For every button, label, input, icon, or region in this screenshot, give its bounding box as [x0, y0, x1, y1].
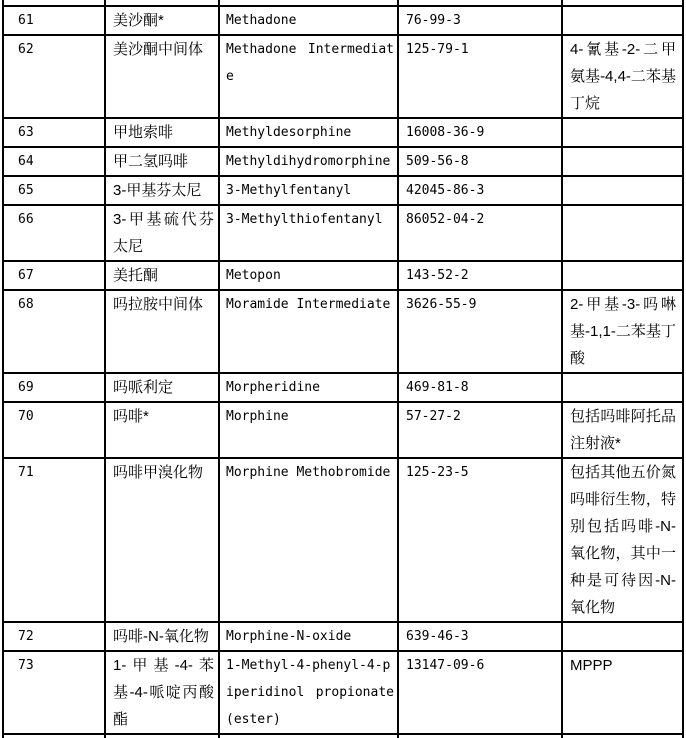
table-row	[3, 118, 683, 147]
notes-cell	[562, 118, 683, 147]
chinese-name-cell: 吗啡*	[105, 402, 219, 458]
english-name-cell: 3-Methylfentanyl	[219, 176, 398, 205]
table-row	[3, 373, 683, 402]
partial-row-bottom	[3, 734, 683, 738]
row-number-cell: 72	[3, 622, 105, 651]
notes-cell	[562, 373, 683, 402]
english-name-cell: Morpheridine	[219, 373, 398, 402]
chinese-name-cell: 吗拉胺中间体	[105, 290, 219, 373]
row-number-cell: 71	[3, 458, 105, 622]
cas-number-cell: 57-27-2	[398, 402, 562, 458]
row-number-cell: 70	[3, 402, 105, 458]
english-name-cell: 3-Methylthiofentanyl	[219, 205, 398, 261]
cas-number-cell: 3626-55-9	[398, 290, 562, 373]
partial-cell	[398, 734, 562, 738]
table-row	[3, 176, 683, 205]
row-number-cell: 63	[3, 118, 105, 147]
chinese-name-cell: 甲二氢吗啡	[105, 147, 219, 176]
chinese-name-cell: 吗啡甲溴化物	[105, 458, 219, 622]
cas-number-cell: 16008-36-9	[398, 118, 562, 147]
chinese-name-cell: 甲地索啡	[105, 118, 219, 147]
cas-number-cell: 13147-09-6	[398, 651, 562, 734]
partial-cell	[219, 734, 398, 738]
table-row	[3, 6, 683, 35]
notes-cell	[562, 147, 683, 176]
cas-number-cell: 76-99-3	[398, 6, 562, 35]
chinese-name-cell: 1-甲基-4-苯基-4-哌啶丙酸酯	[105, 651, 219, 734]
row-number-cell: 69	[3, 373, 105, 402]
chinese-name-cell: 美托酮	[105, 261, 219, 290]
english-name-cell: Methadone	[219, 6, 398, 35]
chinese-name-cell: 吗哌利定	[105, 373, 219, 402]
english-name-cell: Methadone Intermediate	[219, 35, 398, 118]
notes-cell	[562, 205, 683, 261]
english-name-cell: Metopon	[219, 261, 398, 290]
chinese-name-cell: 3-甲基芬太尼	[105, 176, 219, 205]
table-row	[3, 651, 683, 734]
english-name-cell: Morphine-N-oxide	[219, 622, 398, 651]
notes-cell: 包括其他五价氮吗啡衍生物，特别包括吗啡-N-氧化物，其中一种是可待因-N-氧化物	[562, 458, 683, 622]
notes-cell: MPPP	[562, 651, 683, 734]
partial-cell	[3, 734, 105, 738]
notes-cell	[562, 176, 683, 205]
table-row	[3, 290, 683, 373]
partial-cell	[105, 734, 219, 738]
row-number-cell: 61	[3, 6, 105, 35]
table-row	[3, 35, 683, 118]
cas-number-cell: 125-79-1	[398, 35, 562, 118]
english-name-cell: Methyldesorphine	[219, 118, 398, 147]
row-number-cell: 65	[3, 176, 105, 205]
table-body	[3, 0, 683, 738]
partial-cell	[562, 734, 683, 738]
row-number-cell: 62	[3, 35, 105, 118]
row-number-cell: 68	[3, 290, 105, 373]
chinese-name-cell: 美沙酮*	[105, 6, 219, 35]
notes-cell	[562, 6, 683, 35]
english-name-cell: Methyldihydromorphine	[219, 147, 398, 176]
table-row	[3, 147, 683, 176]
row-number-cell: 64	[3, 147, 105, 176]
cas-number-cell: 86052-04-2	[398, 205, 562, 261]
cas-number-cell: 469-81-8	[398, 373, 562, 402]
english-name-cell: Morphine	[219, 402, 398, 458]
table-row	[3, 205, 683, 261]
notes-cell: 包括吗啡阿托品注射液*	[562, 402, 683, 458]
notes-cell: 2-甲基-3-吗啉基-1,1-二苯基丁酸	[562, 290, 683, 373]
substances-table	[2, 0, 684, 738]
english-name-cell: Moramide Intermediate	[219, 290, 398, 373]
table-row	[3, 402, 683, 458]
notes-cell	[562, 622, 683, 651]
chinese-name-cell: 吗啡-N-氧化物	[105, 622, 219, 651]
english-name-cell: Morphine Methobromide	[219, 458, 398, 622]
table-row	[3, 458, 683, 622]
row-number-cell: 73	[3, 651, 105, 734]
chinese-name-cell: 3-甲基硫代芬太尼	[105, 205, 219, 261]
cas-number-cell: 509-56-8	[398, 147, 562, 176]
notes-cell: 4-氰基-2-二甲氨基-4,4-二苯基丁烷	[562, 35, 683, 118]
chinese-name-cell: 美沙酮中间体	[105, 35, 219, 118]
cas-number-cell: 143-52-2	[398, 261, 562, 290]
cas-number-cell: 639-46-3	[398, 622, 562, 651]
table-row	[3, 261, 683, 290]
row-number-cell: 67	[3, 261, 105, 290]
english-name-cell: 1-Methyl-4-phenyl-4-piperidinol propionate (ester)	[219, 651, 398, 734]
cas-number-cell: 125-23-5	[398, 458, 562, 622]
cas-number-cell: 42045-86-3	[398, 176, 562, 205]
table-row	[3, 622, 683, 651]
row-number-cell: 66	[3, 205, 105, 261]
notes-cell	[562, 261, 683, 290]
